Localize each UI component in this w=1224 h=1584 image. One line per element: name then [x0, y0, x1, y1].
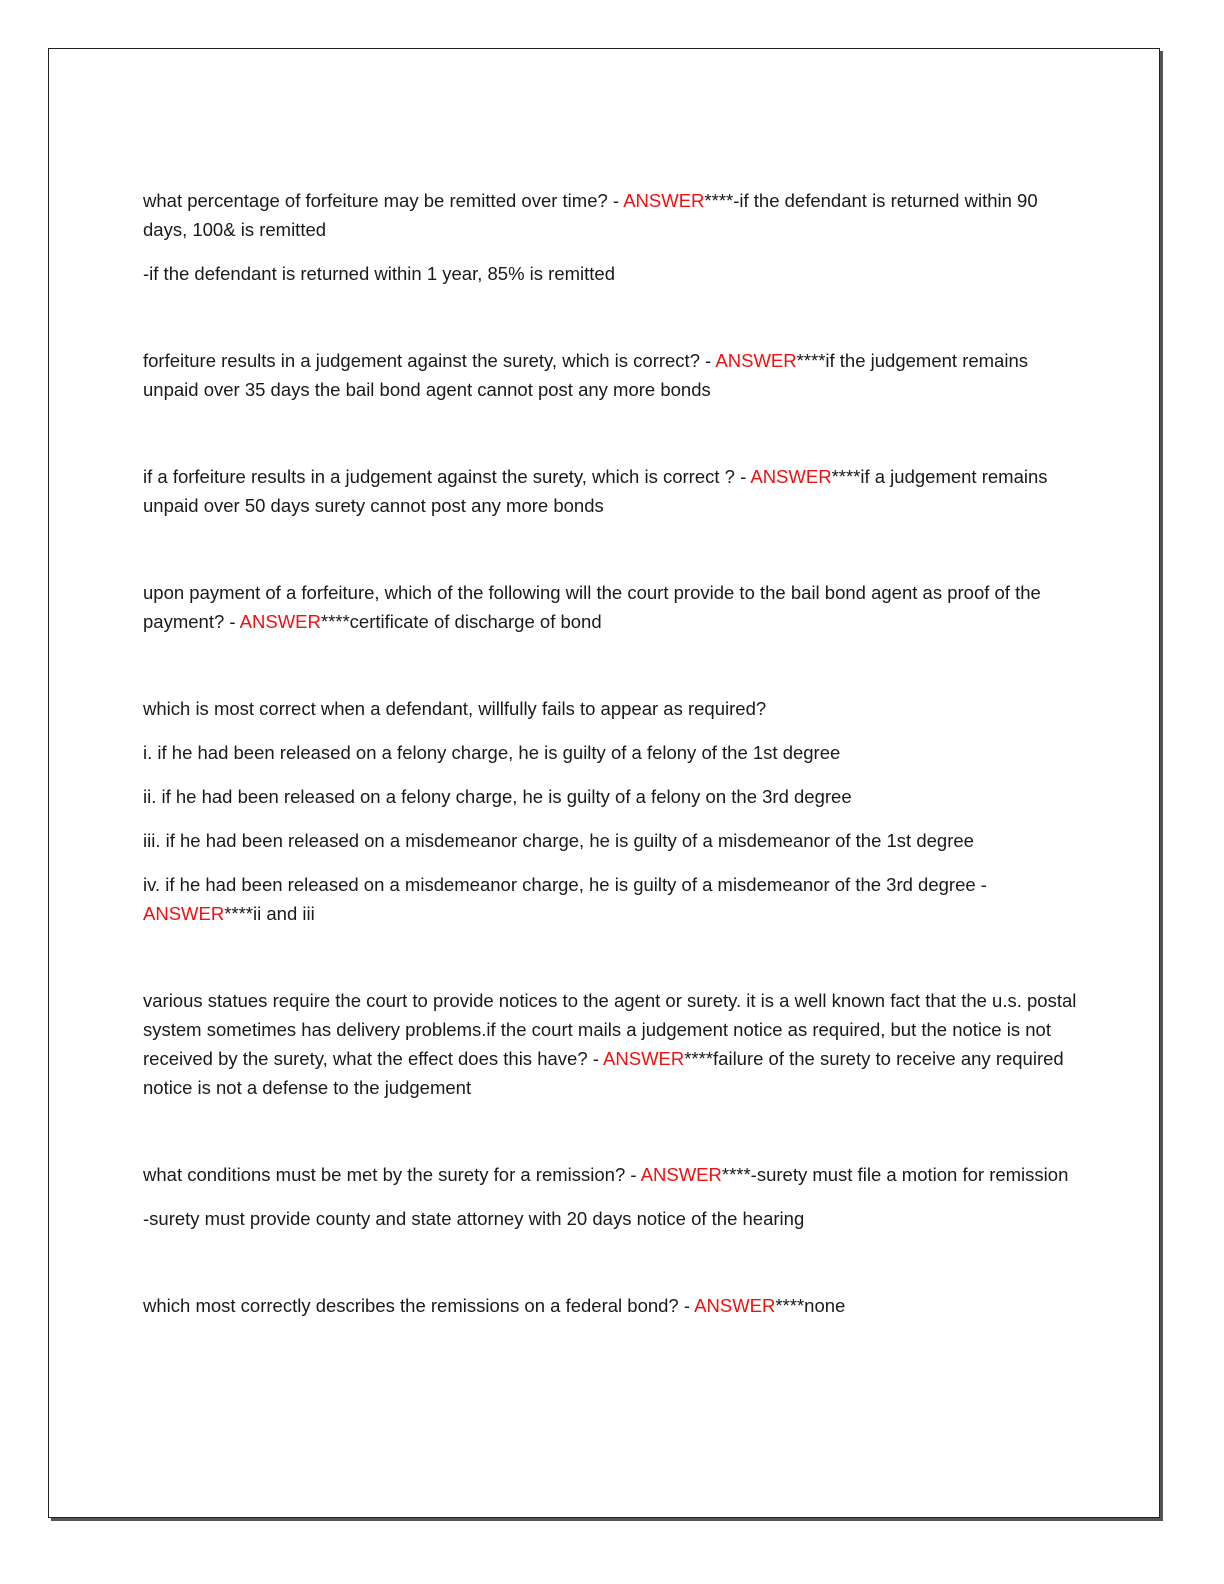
question-text: forfeiture results in a judgement against the surety, which is correct? - — [143, 350, 716, 371]
answer-label: ANSWER — [694, 1295, 776, 1316]
qa-line — [143, 986, 1083, 1102]
option-line: iii. if he had been released on a misdemeanor charge, he is guilty of a misdemeanor of the 1st degree — [143, 830, 974, 851]
qa-line — [143, 1291, 1083, 1320]
qa-item — [143, 694, 1083, 928]
answer-text: ****certificate of discharge of bond — [320, 611, 602, 632]
qa-item — [143, 1291, 1083, 1320]
answer-text: ****if a judgement remains unpaid over 50 days surety cannot post any more bonds — [143, 466, 1048, 516]
question-text: various statues require the court to provide notices to the agent or surety. it is a well known fact that the u.s. postal system sometimes has delivery problems.if the court mails a judgement notice as required, but the notice is not received by the surety, what the effect does this have? - — [143, 990, 1077, 1069]
qa-item — [143, 186, 1083, 288]
qa-item — [143, 346, 1083, 404]
question-text: what conditions must be met by the surety for a remission? - — [143, 1164, 641, 1185]
qa-item — [143, 462, 1083, 520]
qa-line — [143, 186, 1083, 244]
option-line: i. if he had been released on a felony charge, he is guilty of a felony of the 1st degree — [143, 742, 841, 763]
answer-text: ****ii and iii — [224, 903, 315, 924]
answer-label: ANSWER — [750, 466, 832, 487]
qa-item — [143, 578, 1083, 636]
qa-item — [143, 986, 1083, 1102]
answer-label: ANSWER — [715, 350, 797, 371]
qa-item — [143, 1160, 1083, 1233]
answer-label: ANSWER — [640, 1164, 722, 1185]
document-body — [143, 186, 1083, 1335]
answer-label: ANSWER — [603, 1048, 685, 1069]
answer-continuation: -if the defendant is returned within 1 year, 85% is remitted — [143, 263, 616, 284]
option-line: ii. if he had been released on a felony charge, he is guilty of a felony on the 3rd degree — [143, 786, 852, 807]
answer-label: ANSWER — [143, 903, 225, 924]
answer-text: ****if the judgement remains unpaid over 35 days the bail bond agent cannot post any more bonds — [143, 350, 1028, 400]
qa-line — [143, 346, 1083, 404]
question-line: which is most correct when a defendant, willfully fails to appear as required? — [143, 698, 767, 719]
answer-text: ****-if the defendant is returned within 90 days, 100& is remitted — [143, 190, 1038, 240]
answer-text: ****-surety must file a motion for remission — [721, 1164, 1069, 1185]
question-text: which most correctly describes the remissions on a federal bond? - — [143, 1295, 695, 1316]
qa-line — [143, 578, 1083, 636]
question-text: if a forfeiture results in a judgement against the surety, which is correct ? - — [143, 466, 751, 487]
question-text: iv. if he had been released on a misdemeanor charge, he is guilty of a misdemeanor of the 3rd degree - — [143, 874, 987, 895]
question-text: what percentage of forfeiture may be remitted over time? - — [143, 190, 624, 211]
qa-line — [143, 1160, 1083, 1189]
qa-line — [143, 870, 1083, 928]
answer-label: ANSWER — [623, 190, 705, 211]
answer-label: ANSWER — [239, 611, 321, 632]
question-text: upon payment of a forfeiture, which of the following will the court provide to the bail bond agent as proof of the payment? - — [143, 582, 1041, 632]
qa-line — [143, 462, 1083, 520]
answer-text: ****failure of the surety to receive any required notice is not a defense to the judgement — [143, 1048, 1064, 1098]
answer-text: ****none — [775, 1295, 846, 1316]
answer-continuation: -surety must provide county and state attorney with 20 days notice of the hearing — [143, 1208, 805, 1229]
